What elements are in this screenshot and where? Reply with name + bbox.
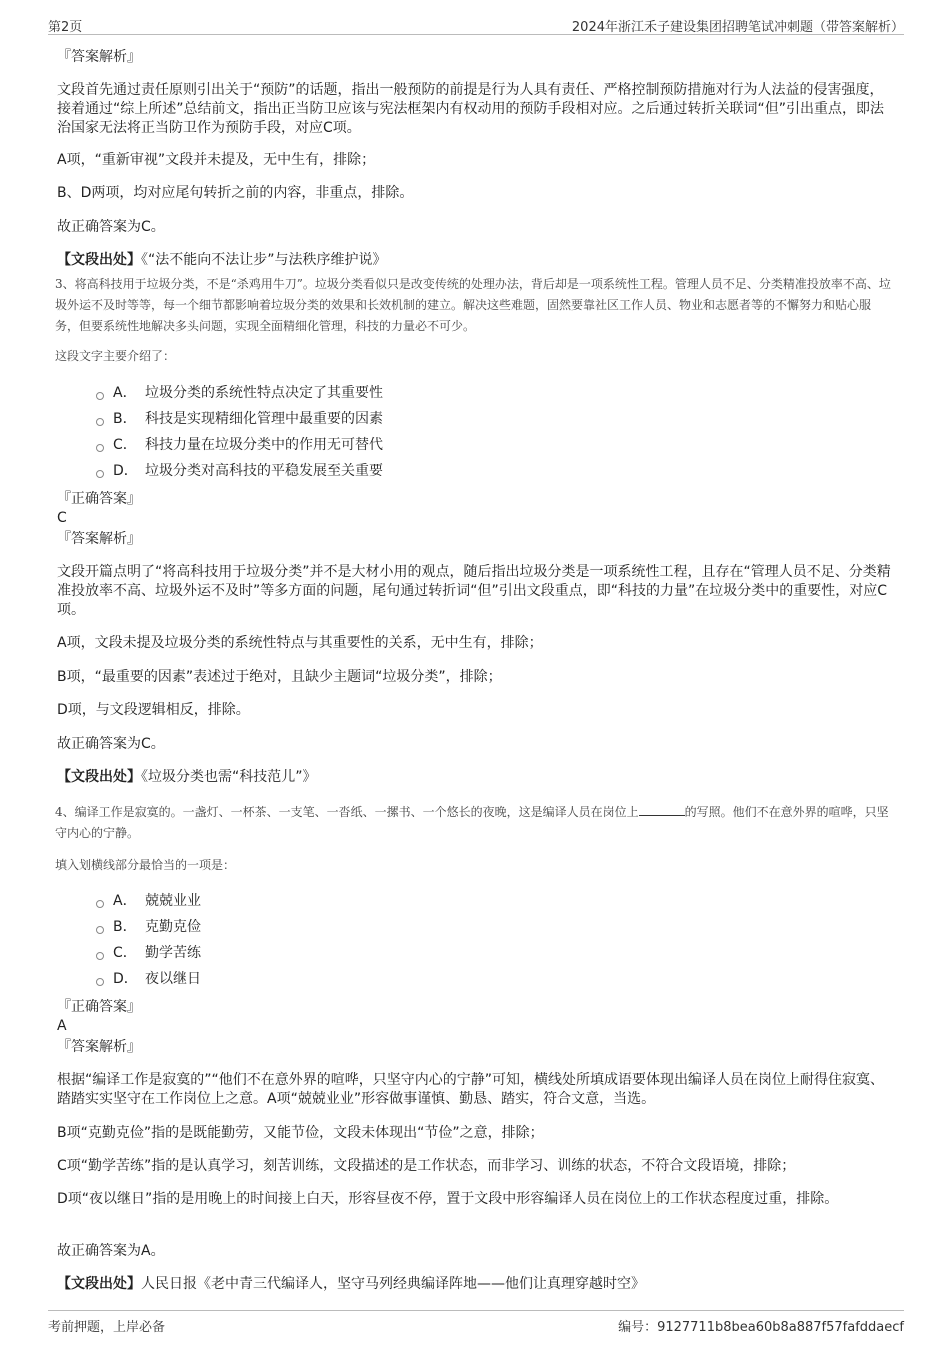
q4-option-a[interactable]: A． 兢兢业业 <box>96 892 201 911</box>
q4-analysis-tag: 『答案解析』 <box>57 1039 141 1055</box>
q3-option-a[interactable]: A． 垃圾分类的系统性特点决定了其重要性 <box>96 384 383 403</box>
q3-analysis-text: 文段开篇点明了“将高科技用于垃圾分类”并不是大材小用的观点，随后指出垃圾分类是一项系统性工程，且存在“管理人员不足、分类精准投放率不高、垃圾外运不及时”等多方面的问题，尾句通过转折词“但”引出文段重点，即“科技的力量”在垃圾分类中的重要性，对应C项。 <box>57 564 891 618</box>
q4-analysis-d: D项“夜以继日”指的是用晚上的时间接上白天，形容昼夜不停，置于文段中形容编译人员在岗位上的工作状态程度过重，排除。 <box>57 1191 839 1207</box>
fill-blank <box>639 803 685 816</box>
q4-answer: 故正确答案为A。 <box>57 1243 165 1259</box>
q4-analysis-c: C项“勤学苦练”指的是认真学习，刻苦训练，文段描述的是工作状态，而非学习、训练的状态，不符合文段语境，排除； <box>57 1158 796 1174</box>
q3-correct-tag: 『正确答案』 <box>57 491 141 507</box>
q3-analysis-a: A项，文段未提及垃圾分类的系统性特点与其重要性的关系，无中生有，排除； <box>57 635 543 651</box>
radio-icon[interactable] <box>96 900 104 908</box>
q3-answer: 故正确答案为C。 <box>57 736 165 752</box>
radio-icon[interactable] <box>96 978 104 986</box>
radio-icon[interactable] <box>96 926 104 934</box>
document-title: 2024年浙江禾子建设集团招聘笔试冲刺题（带答案解析） <box>571 20 904 35</box>
prev-source <box>57 251 892 270</box>
q4-option-d[interactable]: D． 夜以继日 <box>96 970 201 989</box>
page-number: 第2页 <box>48 20 83 35</box>
prev-source-text: 《“法不能向不法让步”与法秩序维护说》 <box>141 252 387 268</box>
q4-source <box>57 1275 892 1294</box>
q4-analysis-b: B项“克勤克俭”指的是既能勤劳，又能节俭，文段未体现出“节俭”之意，排除； <box>57 1125 544 1141</box>
q4-option-b[interactable]: B． 克勤克俭 <box>96 918 201 937</box>
prev-answer: 故正确答案为C。 <box>57 219 165 235</box>
q3-stem: 3、将高科技用于垃圾分类，不是“杀鸡用牛刀”。垃圾分类看似只是改变传统的处理办法，背后却是一项系统性工程。管理人员不足、分类精准投放率不高、垃圾外运不及时等等，每一个细节都影响着垃圾分类的效果和长效机制的建立。解决这些难题，固然要靠社区工作人员、物业和志愿者等的不懈努力和贴心服务，但要系统性地解决多头问题，实现全面精细化管理，科技的力量必不可少。 <box>55 277 891 333</box>
q3-source-text: 《垃圾分类也需“科技范儿”》 <box>141 769 317 785</box>
prev-analysis-text: 文段首先通过责任原则引出关于“预防”的话题，指出一般预防的前提是行为人具有责任、严格控制预防措施对行为人法益的侵害强度，接着通过“综上所述”总结前文，指出正当防卫应该与宪法框架内有权动用的预防手段相对应。之后通过转折关联词“但”引出重点，即法治国家无法将正当防卫作为预防手段，对应C项。 <box>57 82 885 136</box>
q4-source-tag: 【文段出处】 <box>57 1276 141 1292</box>
q4-source-text: 人民日报《老中青三代编译人，坚守马列经典编译阵地——他们让真理穿越时空》 <box>141 1276 645 1292</box>
prev-analysis-a: A项，“重新审视”文段并未提及，无中生有，排除； <box>57 152 376 168</box>
q3-option-b[interactable]: B． 科技是实现精细化管理中最重要的因素 <box>96 410 383 429</box>
radio-icon[interactable] <box>96 444 104 452</box>
radio-icon[interactable] <box>96 418 104 426</box>
q3-option-c[interactable]: C． 科技力量在垃圾分类中的作用无可替代 <box>96 436 383 455</box>
q4-option-c[interactable]: C． 勤学苦练 <box>96 944 201 963</box>
q4-prompt: 填入划横线部分最恰当的一项是： <box>55 858 236 872</box>
prev-source-tag: 【文段出处】 <box>57 252 141 268</box>
footer-slogan: 考前押题，上岸必备 <box>48 1320 166 1335</box>
q3-option-d[interactable]: D． 垃圾分类对高科技的平稳发展至关重要 <box>96 462 383 481</box>
q4-correct-tag: 『正确答案』 <box>57 999 141 1015</box>
document-id: 编号：9127711b8bea60b8a887f57fafddaecf <box>618 1320 904 1335</box>
q3-prompt: 这段文字主要介绍了： <box>55 349 176 363</box>
radio-icon[interactable] <box>96 952 104 960</box>
q3-analysis-d: D项，与文段逻辑相反，排除。 <box>57 702 250 718</box>
page-footer <box>48 1310 904 1333</box>
prev-analysis-tag: 『答案解析』 <box>57 49 141 65</box>
prev-analysis-bd: B、D两项，均对应尾句转折之前的内容，非重点，排除。 <box>57 185 414 201</box>
q4-analysis-text: 根据“编译工作是寂寞的”“他们不在意外界的喧哗，只坚守内心的宁静”可知，横线处所填成语要体现出编译人员在岗位上耐得住寂寞、踏踏实实坚守在工作岗位上之意。A项“兢兢业业”形容做事谨慎、勤恳、踏实，符合文意，当选。 <box>57 1072 885 1107</box>
page-header <box>48 14 904 35</box>
q3-source <box>57 768 892 787</box>
radio-icon[interactable] <box>96 470 104 478</box>
q4-stem: 4、编译工作是寂寞的。一盏灯、一杯茶、一支笔、一沓纸、一摞书、一个悠长的夜晚，这是编译人员在岗位上 的写照。他们不在意外界的喧哗，只坚守内心的宁静。 <box>55 805 889 840</box>
radio-icon[interactable] <box>96 392 104 400</box>
q3-analysis-tag: 『答案解析』 <box>57 531 141 547</box>
q3-analysis-b: B项，“最重要的因素”表述过于绝对，且缺少主题词“垃圾分类”，排除； <box>57 669 502 685</box>
q3-source-tag: 【文段出处】 <box>57 769 141 785</box>
q4-correct-answer: A <box>57 1018 67 1034</box>
q3-correct-answer: C <box>57 510 67 526</box>
